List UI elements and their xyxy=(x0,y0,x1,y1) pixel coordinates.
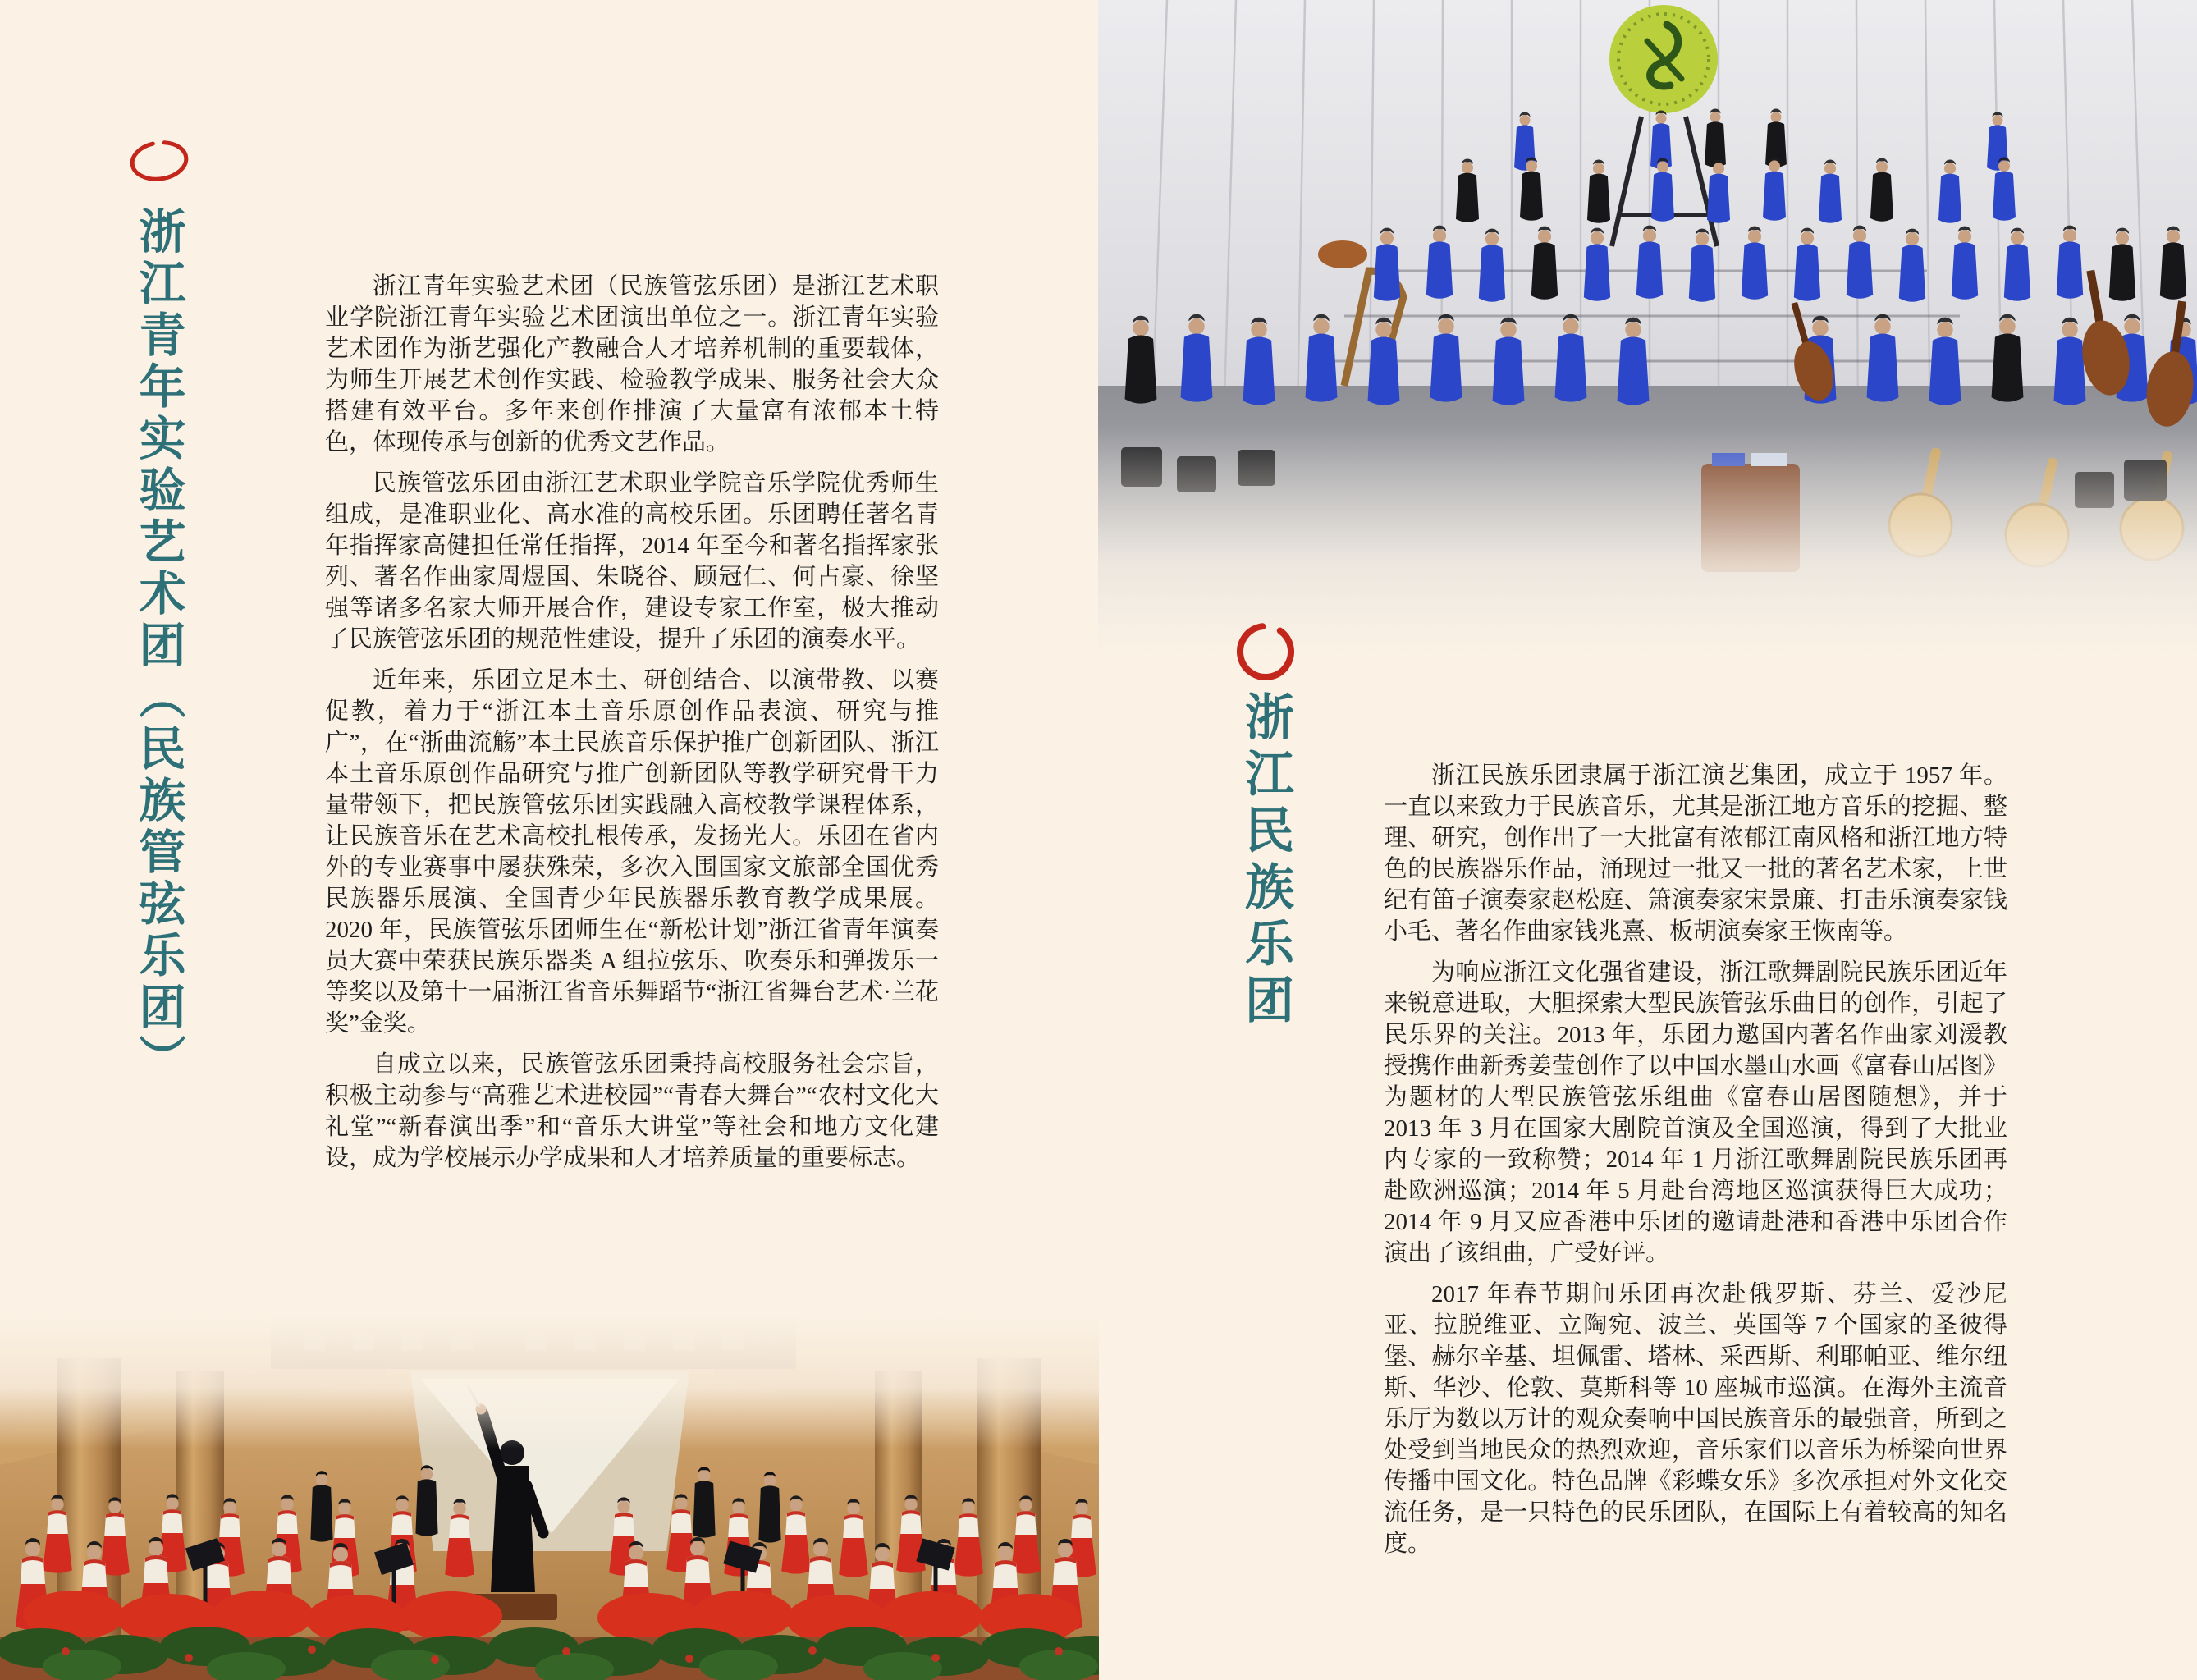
right-paragraph-1: 浙江民族乐团隶属于浙江演艺集团，成立于 1957 年。一直以来致力于民族音乐，尤其是浙江地方音乐的挖掘、整理、研究，创作出了一大批富有浓郁江南风格和浙江地方特色的民族器乐作品，涌现过一批又一批的著名艺术家，上世纪有笛子演奏家赵松庭、箫演奏家宋景廉、打击乐演奏家钱小毛、著名作曲家钱兆熹、板胡演奏家王恢南等。 xyxy=(1384,762,2007,945)
red-brush-ellipse-icon xyxy=(126,135,192,187)
right-paragraph-2: 为响应浙江文化强省建设，浙江歌舞剧院民族乐团近年来锐意进取，大胆探索大型民族管弦乐曲目的创作，引起了民乐界的关注。2013 年，乐团力邀国内著名作曲家刘湲教授携作曲新秀姜莹创作了以中国水墨山水画《富春山居图》为题材的大型民族管弦乐组曲《富春山居图随想》，并于 2013 年 3 月在国家大剧院首演及全国巡演，得到了大批业内专家的一致称赞；2014 年 1 月浙江歌舞剧院民族乐团再赴欧洲巡演；2014 年 5 月赴台湾地区巡演获得巨大成功；2014 年 9 月又应香港中乐团的邀请赴港和香港中乐团合作演出了该组曲，广受好评。 xyxy=(1384,959,2007,1266)
national-orchestra-photo-art xyxy=(1098,0,2197,657)
right-page-title: 浙江民族乐团 xyxy=(1238,691,1293,1031)
left-paragraph-3: 近年来，乐团立足本土、研创结合、以演带教、以赛促教，着力于“浙江本土音乐原创作品表演、研究与推广”，在“浙曲流觞”本土民族音乐保护推广创新团队、浙江本土音乐原创作品研究与推广创新团队等教学研究骨干力量带领下，把民族管弦乐团实践融入高校教学课程体系，让民族音乐在艺术高校扎根传承，发扬光大。乐团在省内外的专业赛事中屡获殊荣，多次入围国家文旅部全国优秀民族器乐展演、全国青少年民族器乐教育教学成果展。2020 年，民族管弦乐团师生在“新松计划”浙江省青年演奏员大赛中荣获民族乐器类 A 组拉弦乐、吹奏乐和弹拨乐一等奖以及第十一届浙江省音乐舞蹈节“浙江省舞台艺术·兰花奖”金奖。 xyxy=(325,667,939,1037)
drum xyxy=(1318,240,1367,268)
left-paragraph-4: 自成立以来，民族管弦乐团秉持高校服务社会宗旨，积极主动参与“高雅艺术进校园”“青春大舞台”“农村文化大礼堂”“新春演出季”和“音乐大讲堂”等社会和地方文化建设，成为学校展示办学成果和人才培养质量的重要标志。 xyxy=(325,1051,939,1171)
music-festival-logo xyxy=(1609,5,1718,113)
red-circle-ornament xyxy=(1231,619,1300,684)
left-body-text xyxy=(325,271,939,1183)
left-paragraph-2: 民族管弦乐团由浙江艺术职业学院音乐学院优秀师生组成，是准职业化、高水准的高校乐团。乐团聘任著名青年指挥家高健担任常任指挥，2014 年至今和著名指挥家张列、著名作曲家周煜国、朱晓谷、顾冠仁、何占豪、徐坚强等诸多名家大师开展合作，建设专家工作室，极大推动了民族管弦乐团的规范性建设，提升了乐团的演奏水平。 xyxy=(325,470,939,652)
red-brush-circle-icon xyxy=(1231,619,1300,684)
left-page-title: 浙江青年实验艺术团（民族管弦乐团） xyxy=(132,207,184,1086)
national-orchestra-photo xyxy=(1098,0,2197,657)
right-paragraph-3: 2017 年春节期间乐团再次赴俄罗斯、芬兰、爱沙尼亚、拉脱维亚、立陶宛、波兰、英国等 7 个国家的圣彼得堡、赫尔辛基、坦佩雷、塔林、采西斯、利耶帕亚、维尔纽斯、华沙、伦敦、莫斯科等 10 座城市巡演。在海外主流音乐厅为数以万计的观众奏响中国民族音乐的最强音，所到之处受到当地民众的热烈欢迎，音乐家们以音乐为桥梁向世界传播中国文化。特色品牌《彩蝶女乐》多次承担对外文化交流任务，是一只特色的民乐团队，在国际上有着较高的知名度。 xyxy=(1384,1281,2007,1557)
left-paragraph-1: 浙江青年实验艺术团（民族管弦乐团）是浙江艺术职业学院浙江青年实验艺术团演出单位之一。浙江青年实验艺术团作为浙艺强化产教融合人才培养机制的重要载体，为师生开展艺术创作实践、检验教学成果、服务社会大众搭建有效平台。多年来创作排演了大量富有浓郁本土特色，体现传承与创新的优秀文艺作品。 xyxy=(325,273,939,455)
youth-orchestra-photo xyxy=(0,1313,1099,1680)
youth-orchestra-photo-art xyxy=(0,1313,1099,1680)
red-ellipse-ornament xyxy=(126,135,192,187)
right-body-text xyxy=(1384,760,2007,1569)
